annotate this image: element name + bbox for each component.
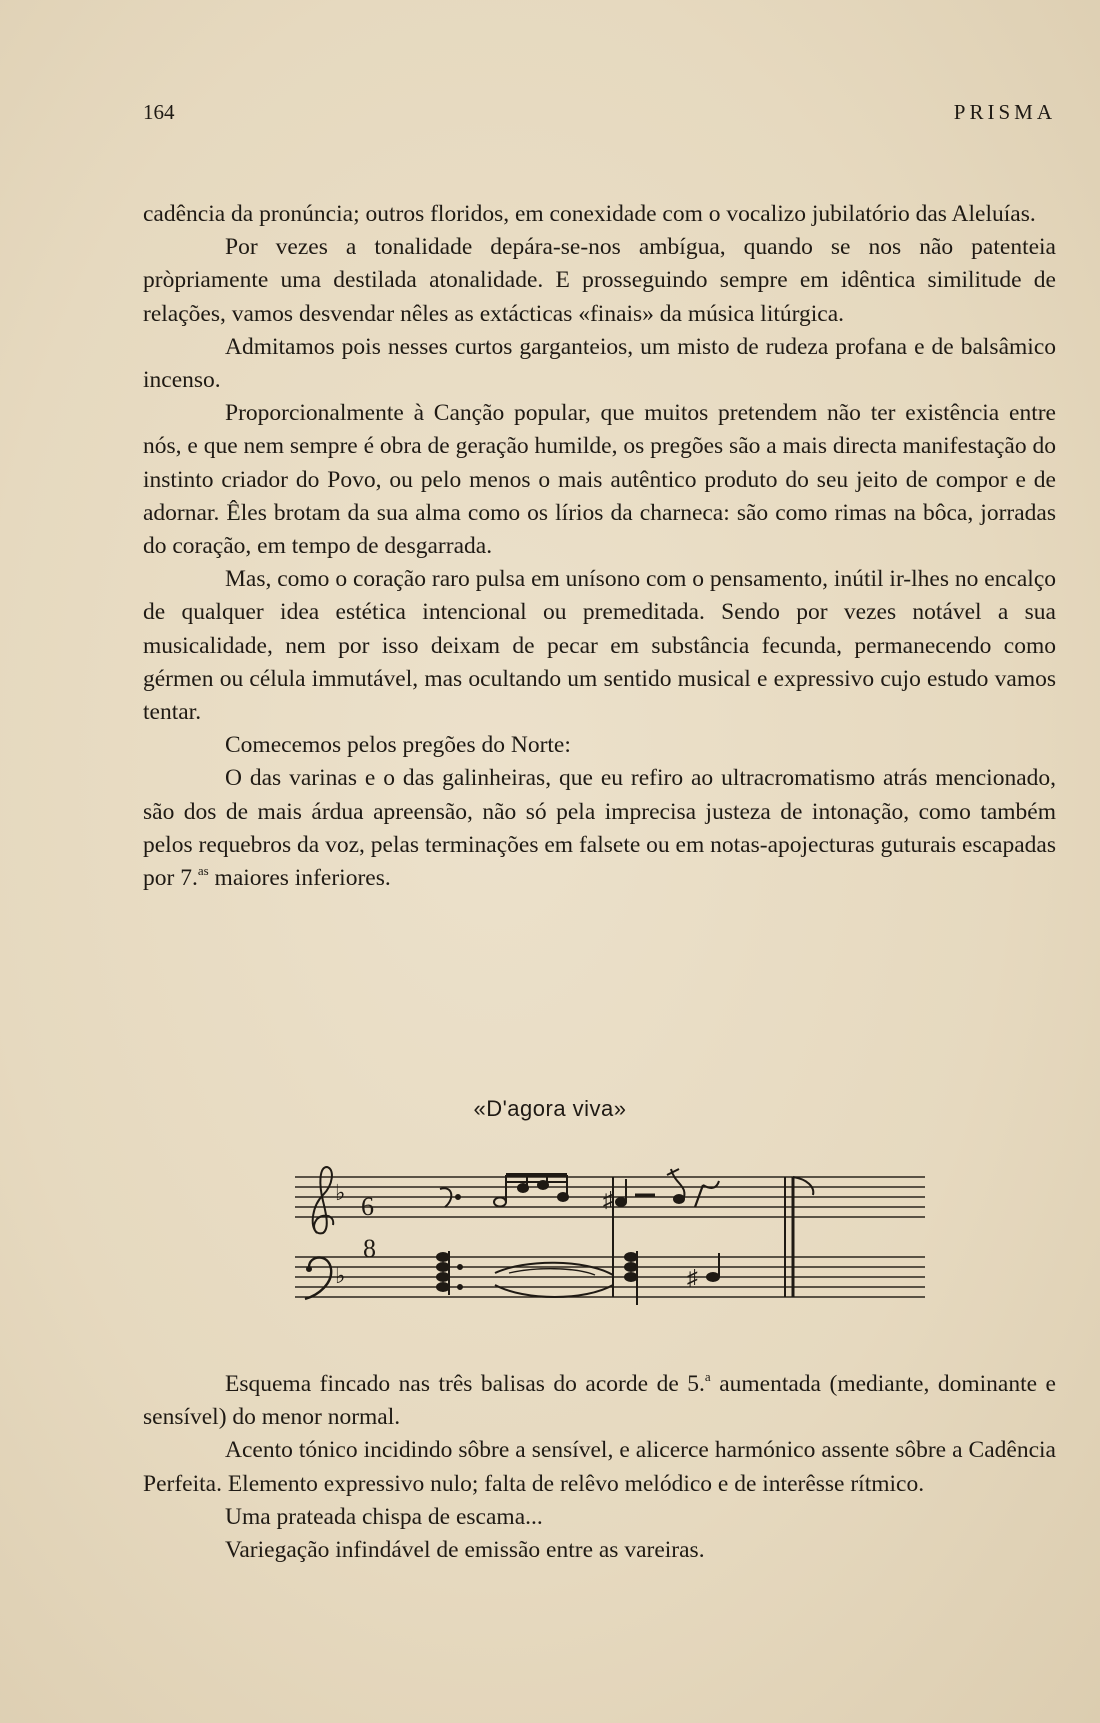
page-header — [143, 100, 1056, 125]
paragraph-text: maiores inferiores. — [208, 865, 391, 892]
paragraph-text: Esquema fincado nas três balisas do acorde de 5. — [225, 1371, 705, 1397]
flat-sign-icon: ♭ — [335, 1263, 346, 1288]
paragraph: Uma prateada chispa de escama... — [225, 1503, 543, 1530]
flat-sign-icon: ♭ — [335, 1180, 346, 1205]
superscript: as — [197, 863, 209, 879]
body-text-after-music — [143, 1368, 1056, 1567]
bass-staff — [295, 1257, 925, 1297]
bass-clef-icon — [305, 1258, 331, 1300]
paragraph: Por vezes a tonalidade depára-se-nos ambígua, quando se nos não patenteia pròpriamente uma destilada atonalidade. E prosseguindo sempre em idêntica similitude de relações, vamos desvendar nêles as extácticas «finais» da música litúrgica. — [143, 234, 1056, 327]
final-flourish-icon — [793, 1177, 813, 1195]
time-signature-bottom: 8 — [363, 1234, 376, 1263]
paragraph: Admitamos pois nesses curtos garganteios, um misto de rudeza profana e de balsâmico incenso. — [143, 333, 1056, 394]
paragraph: Proporcionalmente à Canção popular, que muitos pretendem não ter existência entre nós, e que nem sempre é obra de geração humilde, os pregões são a mais directa manifestação do instinto criador do Povo, ou pelo menos o mais autêntico produto do seu jeito de compor e de adornar. Êles brotam da sua alma como os lírios da charneca: são como rimas na bôca, jorradas do coração, em tempo de desgarrada. — [143, 400, 1056, 560]
paragraph — [143, 762, 1056, 895]
sharp-sign-icon: ♯ — [603, 1187, 614, 1212]
running-title: PRISMA — [953, 100, 1056, 124]
paragraph: Variegação infindável de emissão entre as vareiras. — [225, 1537, 705, 1564]
page-number: 164 — [143, 100, 175, 124]
music-example-title: «D'agora viva» — [473, 1096, 627, 1121]
paragraph: Acento tónico incidindo sôbre a sensível, e alicerce harmónico assente sôbre a Cadência Perfeita. Elemento expressivo nulo; falta de relêvo melódico e de interêsse rítmico. — [143, 1437, 1056, 1497]
music-score — [295, 1155, 1085, 1325]
body-text — [143, 198, 1056, 895]
paragraph: Comecemos pelos pregões do Norte: — [225, 732, 571, 759]
bass-clef-dot-icon — [306, 1266, 312, 1272]
paragraph-text: O das varinas e o das galinheiras, que eu refiro ao ultracromatismo atrás mencionado, são dos de mais árdua apreensão, não só pela imprecisa justeza de intonação, como também pelos requebros da voz, pelas terminações em falsete ou em notas-apojecturas guturais escapadas por 7. — [143, 765, 1056, 892]
paragraph — [143, 1368, 1056, 1434]
treble-notes — [440, 1169, 719, 1207]
sharp-sign-icon: ♯ — [687, 1265, 698, 1290]
time-signature-top: 6 — [361, 1192, 374, 1221]
superscript: a — [704, 1369, 711, 1384]
paragraph: cadência da pronúncia; outros floridos, em conexidade com o vocalizo jubilatório das Aleluías. — [143, 201, 1036, 227]
paragraph-text: aumentada (mediante, dominante e sensível) do menor normal. — [143, 1371, 1056, 1431]
paragraph: Mas, como o coração raro pulsa em unísono com o pensamento, inútil ir-lhes no encalço de qualquer idea estética intencional ou premeditada. Sendo por vezes notável a sua musicalidade, nem por isso deixam de pecar em substância fecunda, permanecendo como gérmen ou célula immutável, mas ocultando um sentido musical e expressivo cujo estudo vamos tentar. — [143, 566, 1056, 726]
